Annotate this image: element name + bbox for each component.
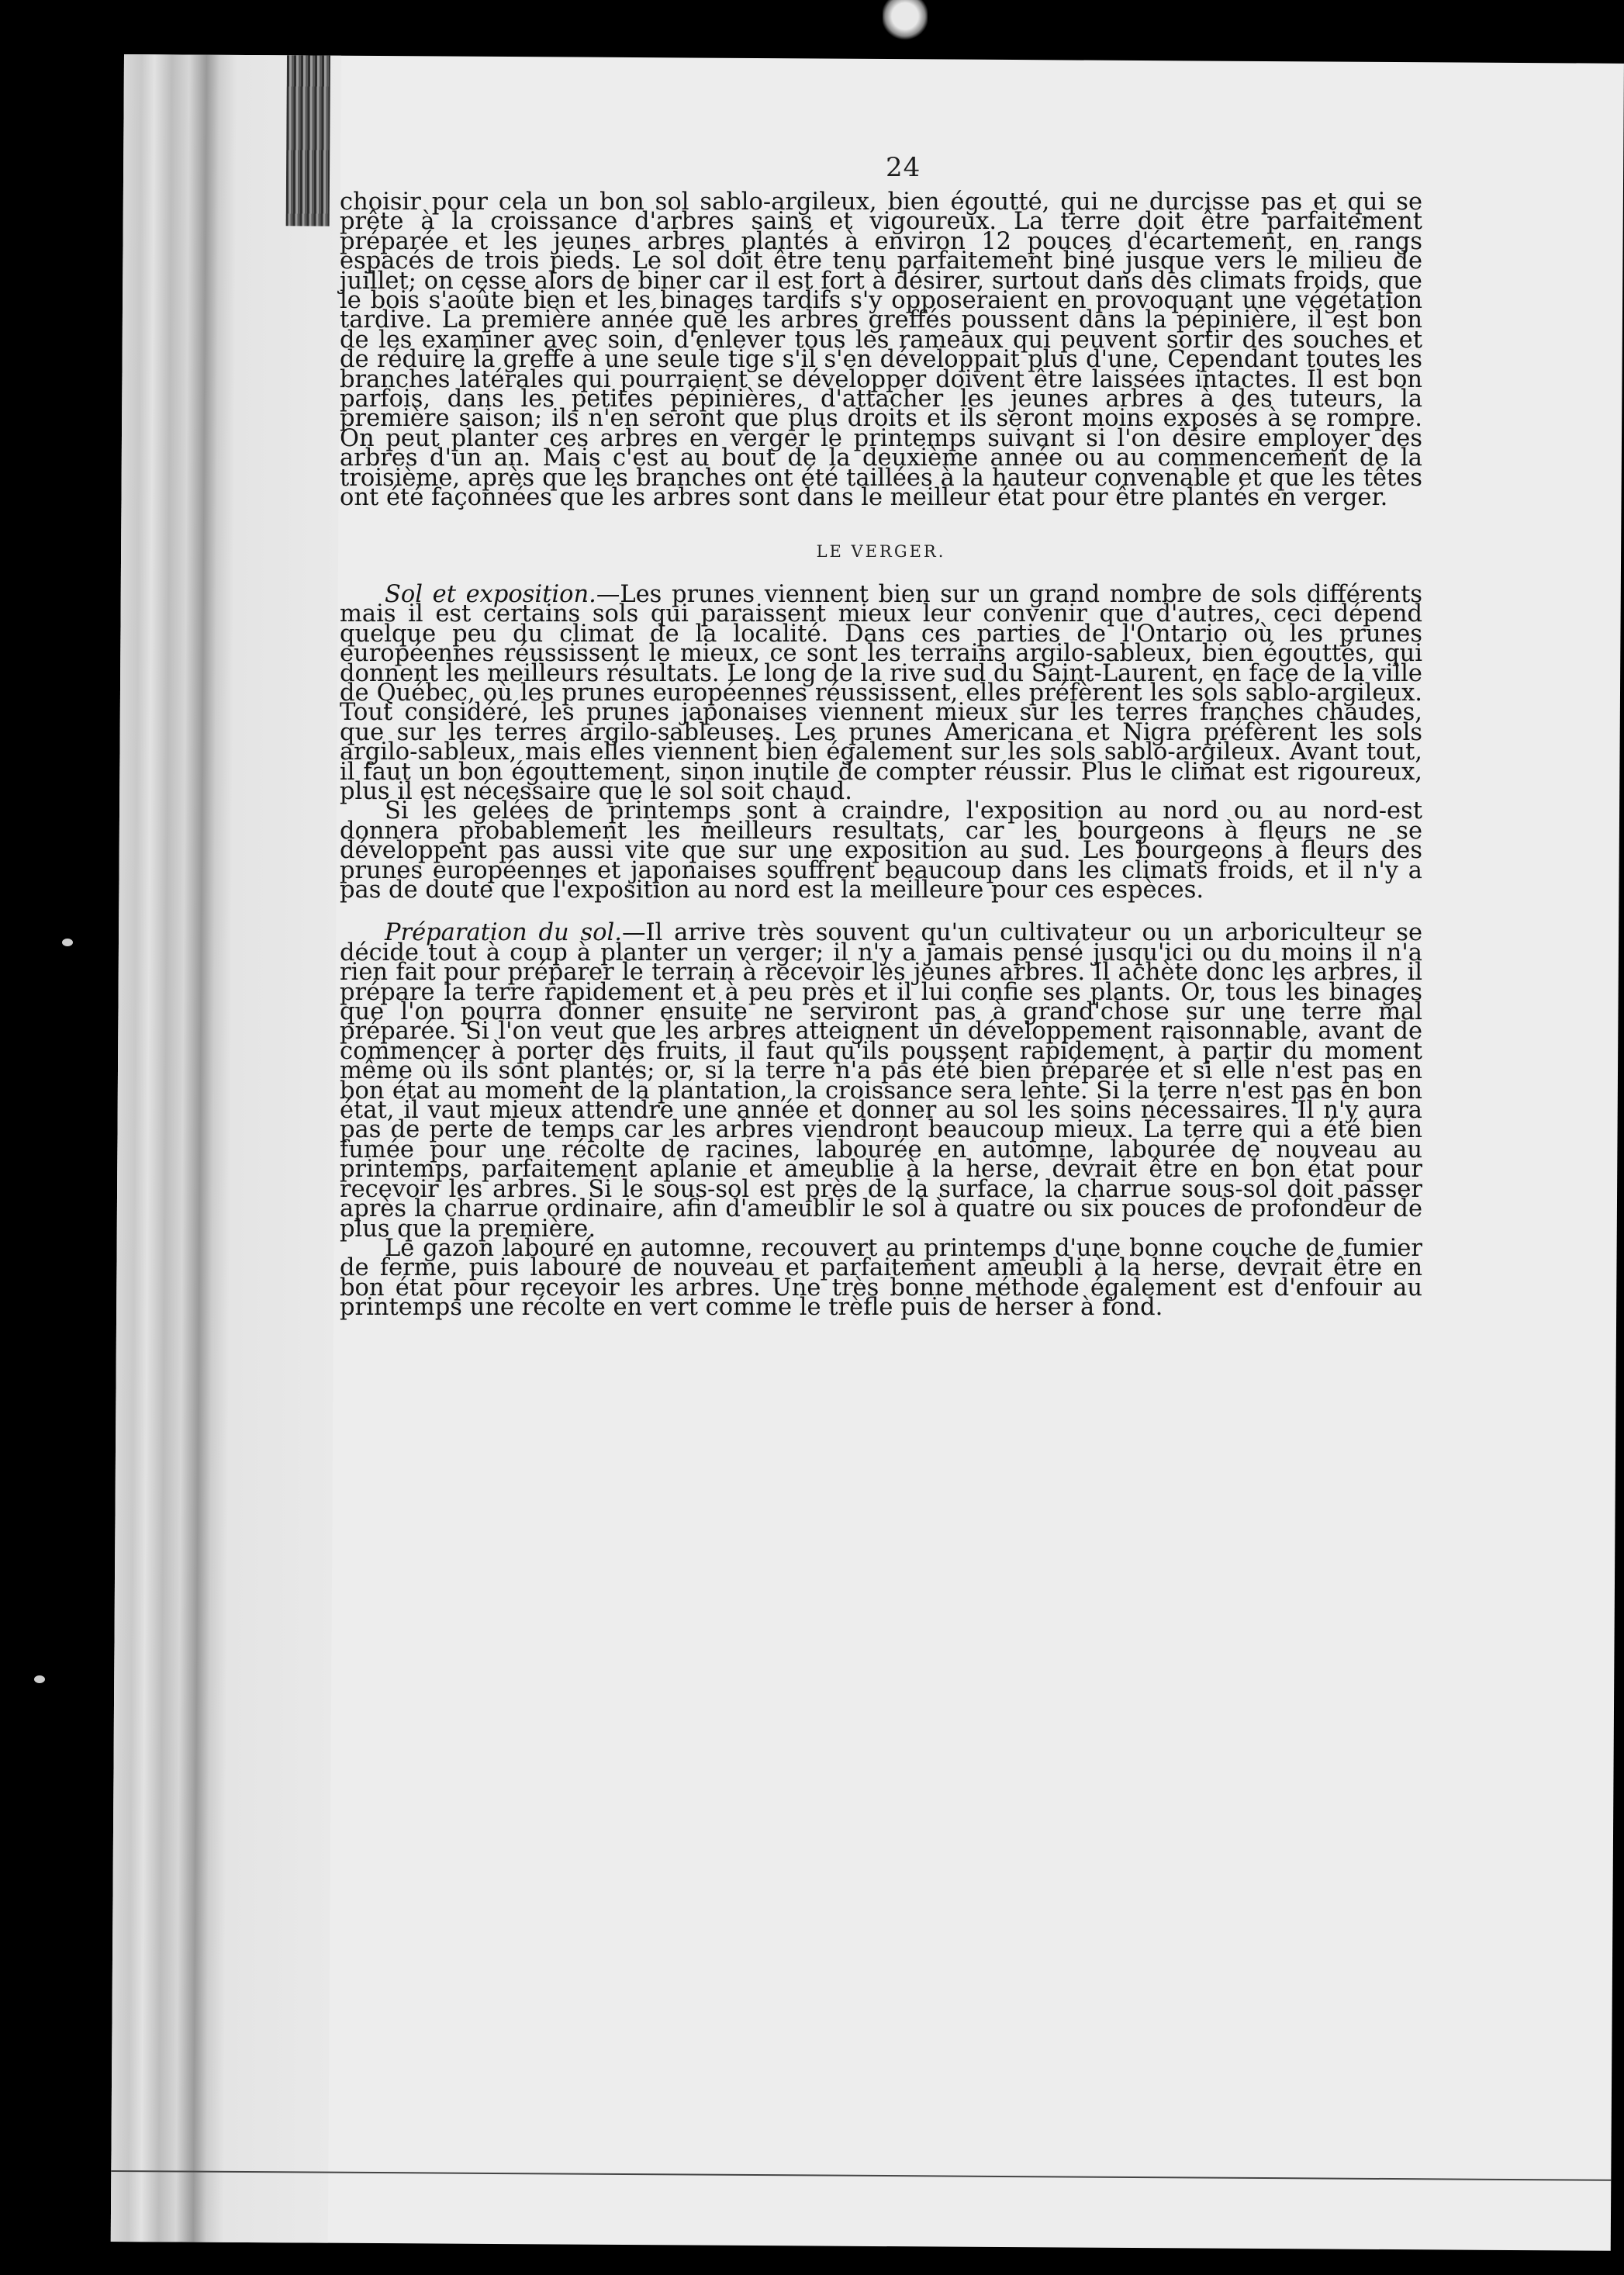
paragraph: choisir pour cela un bon sol sablo-argileux, bien égoutté, qui ne durcisse pas et qui se prête à la croissance d'arbres sains et vigoureux. La terre doit être parfaitement préparée et les jeunes arbres plantés à environ 12 pouces d'écartement, en rangs espacés de trois pieds. Le sol doit être tenu parfaitement biné jusque vers le milieu de juillet; on cesse alors de biner car il est fort à désirer, surtout dans des climats froids, que le bois s'aoûte bien et les binages tardifs s'y opposeraient en provoquant une végétation tardive. La première année que les arbres greffés poussent dans la pépinière, il est bon de les examiner avec soin, d'enlever tous les rameaux qui peuvent sortir des souches et de réduire la greffe à une seule tige s'il s'en développait plus d'une. Cependant toutes les branches latérales qui pourraient se développer doivent être laissées intactes. Il est bon parfois, dans les petites pépinières, d'attacher les jeunes arbres à des tuteurs, la première saison; ils n'en seront que plus droits et ils seront moins exposés à se rompre. On peut planter ces arbres en verger le printemps suivant si l'on désire employer des arbres d'un an. Mais c'est au bout de la deuxième année ou au commencement de la troisième, après que les branches ont été taillées à la hauteur convenable et que les têtes ont été façonnées que les arbres sont dans le meilleur état pour être plantés en verger. (340, 188, 1422, 512)
page-edge-stack (111, 54, 341, 2243)
paragraph: Le gazon labouré en automne, recouvert au printemps d'une bonne couche de fumier de ferme, puis labouré de nouveau et parfaitement ameubli à la herse, devrait être en bon état pour recevoir les arbres. Une très bonne méthode également est d'enfouir au printemps une récolte en vert comme le trèfle puis de herser à fond. (340, 1234, 1422, 1322)
paragraph-text: —Les prunes viennent bien sur un grand nombre de sols différents mais il est certains sols qui paraissent mieux leur convenir que d'autres, ceci dépend quelque peu du climat de la localité. Dans ces parties de l'Ontario où les prunes européennes réussissent le mieux, ce sont les terrains argilo-sableux, bien égouttés, qui donnent les meilleurs résultats. Le long de la rive sud du Saint-Laurent, en face de la ville de Québec, où les prunes européennes réussissent, elles préfèrent les sols sablo-argileux. Tout considéré, les prunes japonaises viennent mieux sur les terres franches chaudes, que sur les terres argilo-sableuses. Les prunes Americana et Nigra préfèrent les sols argilo-sableux, mais elles viennent bien également sur les sols sablo-argileux. Avant tout, il faut un bon égouttement, sinon inutile de compter réussir. Plus le climat est rigoureux, plus il est nécessaire que le sol soit chaud. (340, 580, 1422, 805)
paper-speck (34, 1675, 45, 1683)
section-heading: LE VERGER. (816, 541, 946, 561)
paragraph: Si les gelées de printemps sont à craindre, l'exposition au nord ou au nord-est donnera probablement les meilleurs resultats, car les bourgeons à fleurs ne se développent pas aussi vite que sur une exposition au sud. Les bourgeons à fleurs des prunes européennes et japonaises souffrent beaucoup dans les climats froids, et il n'y a pas de doute que l'exposition au nord est la meilleure pour ces espèces. (340, 797, 1422, 904)
subsection-title: Sol et exposition. (385, 580, 596, 608)
body-text (340, 188, 1422, 1322)
page-bottom-rule (111, 2170, 1611, 2181)
paragraph (340, 919, 1422, 1243)
paper-blot (883, 0, 928, 40)
paragraph-text: —Il arrive très souvent qu'un cultivateur ou un arboriculteur se décide tout à coup à planter un verger; il n'y a jamais pensé jusqu'ici ou du moins il n'a rien fait pour préparer le terrain à recevoir les jeunes arbres. Il achète donc les arbres, il prépare la terre rapidement et à peu près et il lui confie ses plants. Or, tous les binages que l'on pourra donner ensuite ne serviront pas à grand'chose sur une terre mal préparée. Si l'on veut que les arbres atteignent un développement raisonnable, avant de commencer à porter des fruits, il faut qu'ils poussent rapidement, à partir du moment même où ils sont plantés; or, si la terre n'a pas été bien préparée et si elle n'est pas en bon état au moment de la plantation, la croissance sera lente. Si la terre n'est pas en bon état, il vaut mieux attendre une année et donner au sol les soins nécessaires. Il n'y aura pas de perte de temps car les arbres viendront beaucoup mieux. La terre qui a été bien fumée pour une récolte de racines, labourée en automne, labourée de nouveau au printemps, parfaitement aplanie et ameublie à la herse, devrait être en bon état pour recevoir les arbres. Si le sous-sol est près de la surface, la charrue sous-sol doit passer après la charrue ordinaire, afin d'ameublir le sol à quatre ou six pouces de profondeur de plus que la première. (340, 919, 1422, 1243)
page-number: 24 (886, 152, 921, 183)
paragraph (340, 580, 1422, 805)
subsection-title: Préparation du sol. (385, 919, 622, 947)
paper-speck (62, 939, 73, 946)
page-edge-shadow (286, 55, 330, 226)
